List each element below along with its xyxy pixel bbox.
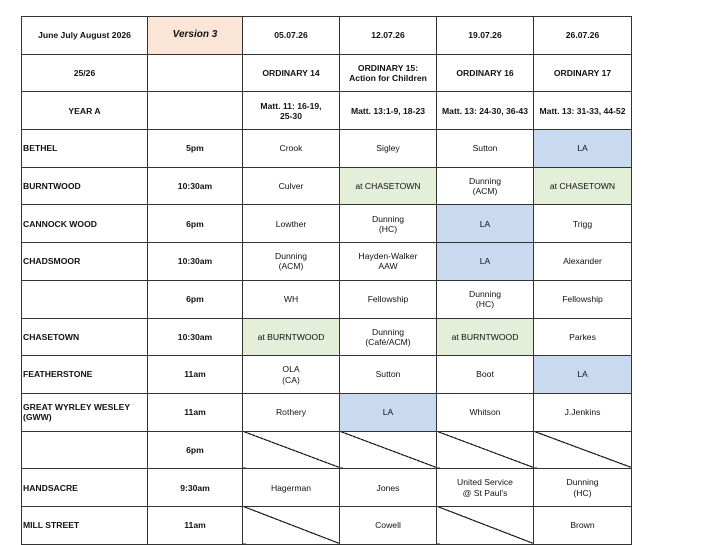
preacher-line: Dunning (371, 326, 404, 337)
preacher-line: Parkes (569, 331, 596, 342)
date-header: 05.07.26 (243, 17, 340, 55)
no-service-cell (243, 431, 340, 469)
header-row-readings (22, 92, 632, 130)
ordinary-line: ORDINARY 14 (262, 67, 320, 78)
preacher-line: Sigley (376, 143, 400, 154)
preacher-line: Culver (278, 181, 304, 192)
preacher-line: Hagerman (270, 482, 312, 493)
table-row (22, 130, 632, 168)
preacher-cell (243, 356, 340, 394)
preaching-plan-table (21, 16, 632, 545)
preacher-line: Brown (570, 520, 595, 531)
preacher-line: LA (382, 407, 394, 418)
no-service-cell (340, 431, 437, 469)
service-time: 10:30am (148, 167, 243, 205)
reading-line: 25-30 (280, 110, 302, 121)
reading-line: Matt. 13:1-9, 18-23 (350, 105, 426, 116)
preacher-cell (340, 356, 437, 394)
church-name: GREAT WYRLEY WESLEY (GWW) (22, 393, 148, 431)
preacher-cell (534, 356, 632, 394)
preacher-cell (534, 280, 632, 318)
preacher-cell (437, 356, 534, 394)
empty-cell (148, 54, 243, 92)
preacher-cell (340, 167, 437, 205)
preacher-line: LA (577, 369, 588, 380)
header-row-ordinary (22, 54, 632, 92)
preacher-line: Dunning (274, 251, 307, 262)
preacher-line: Dunning (468, 175, 501, 186)
date-header: 19.07.26 (437, 17, 534, 55)
church-name: FEATHERSTONE (22, 356, 148, 394)
service-time: 10:30am (148, 243, 243, 281)
preacher-cell (340, 393, 437, 431)
preacher-line: J.Jenkins (564, 407, 601, 418)
preacher-cell (534, 167, 632, 205)
church-name: BURNTWOOD (22, 167, 148, 205)
preacher-cell (340, 130, 437, 168)
preacher-cell (437, 469, 534, 507)
preacher-line: United Service (457, 477, 513, 488)
ordinary-header (437, 54, 534, 92)
ordinary-line: ORDINARY 17 (553, 67, 612, 78)
no-service-cell (243, 506, 340, 544)
preacher-cell (534, 243, 632, 281)
preacher-cell (437, 280, 534, 318)
ordinary-line: ORDINARY 16 (456, 67, 514, 78)
preacher-cell (437, 130, 534, 168)
preacher-line: at BURNTWOOD (451, 331, 519, 342)
service-time: 11am (148, 356, 243, 394)
preacher-cell (437, 205, 534, 243)
header-row-dates (22, 17, 632, 55)
service-time: 6pm (148, 431, 243, 469)
version-badge: Version 3 (148, 17, 243, 55)
preacher-line: AAW (378, 261, 398, 272)
church-name (22, 280, 148, 318)
preacher-line: Boot (476, 369, 494, 380)
preacher-line: LA (479, 218, 491, 229)
period-label: June July August 2026 (22, 17, 148, 55)
service-time: 5pm (148, 130, 243, 168)
church-name: CANNOCK WOOD (22, 205, 148, 243)
church-name: HANDSACRE (22, 469, 148, 507)
table-row (22, 469, 632, 507)
table-row (22, 167, 632, 205)
preacher-cell (243, 205, 340, 243)
preacher-cell (340, 469, 437, 507)
preacher-cell (340, 318, 437, 356)
church-name: MILL STREET (22, 506, 148, 544)
preacher-line: Jones (376, 482, 400, 493)
preacher-cell (534, 205, 632, 243)
preacher-line: Alexander (563, 256, 602, 267)
preacher-cell (243, 167, 340, 205)
service-time: 6pm (148, 205, 243, 243)
ordinary-line: Action for Children (349, 73, 427, 84)
table-row (22, 393, 632, 431)
preacher-line: (CA) (282, 374, 300, 385)
church-name: CHASETOWN (22, 318, 148, 356)
preacher-cell (534, 130, 632, 168)
reading-header (534, 92, 632, 130)
preacher-line: (HC) (573, 487, 592, 498)
table-row (22, 243, 632, 281)
preacher-cell (437, 393, 534, 431)
service-time: 11am (148, 506, 243, 544)
service-time: 6pm (148, 280, 243, 318)
preacher-line: (ACM) (472, 186, 498, 197)
preacher-line: Fellowship (562, 294, 603, 305)
preacher-line: at CHASETOWN (549, 181, 616, 192)
preacher-line: Sutton (472, 143, 498, 154)
preacher-cell (437, 167, 534, 205)
table-row (22, 318, 632, 356)
table-row (22, 205, 632, 243)
preacher-line: @ St Paul's (462, 487, 508, 498)
preacher-cell (243, 393, 340, 431)
preacher-cell (340, 280, 437, 318)
no-service-cell (437, 506, 534, 544)
table-row (22, 280, 632, 318)
preacher-line: Sutton (375, 369, 401, 380)
preacher-cell (243, 130, 340, 168)
preacher-cell (243, 280, 340, 318)
preacher-line: OLA (282, 364, 300, 375)
preacher-cell (534, 469, 632, 507)
church-name: BETHEL (22, 130, 148, 168)
preacher-line: (Café/ACM) (365, 336, 411, 347)
preacher-cell (340, 243, 437, 281)
ordinary-line: ORDINARY 15: (357, 62, 419, 73)
table-row (22, 506, 632, 544)
reading-header (243, 92, 340, 130)
date-header: 12.07.26 (340, 17, 437, 55)
preacher-line: at BURNTWOOD (257, 331, 325, 342)
reading-header (340, 92, 437, 130)
ordinary-header (534, 54, 632, 92)
preacher-line: (HC) (475, 299, 495, 310)
preacher-line: (HC) (378, 223, 398, 234)
no-service-cell (534, 431, 632, 469)
service-time: 9:30am (148, 469, 243, 507)
preacher-line: Lowther (275, 218, 307, 229)
table-row (22, 356, 632, 394)
preacher-cell (534, 393, 632, 431)
date-header: 26.07.26 (534, 17, 632, 55)
preacher-cell (534, 318, 632, 356)
preacher-line: Dunning (468, 289, 501, 300)
preacher-line: WH (283, 294, 299, 305)
preacher-cell (340, 506, 437, 544)
service-time: 10:30am (148, 318, 243, 356)
preacher-line: Hayden-Walker (358, 251, 418, 262)
preacher-cell (534, 506, 632, 544)
church-name: CHADSMOOR (22, 243, 148, 281)
preacher-cell (437, 243, 534, 281)
ordinary-header (340, 54, 437, 92)
preacher-line: Dunning (371, 213, 404, 224)
preacher-cell (243, 469, 340, 507)
preacher-cell (437, 318, 534, 356)
reading-line: Matt. 13: 24-30, 36-43 (442, 105, 528, 116)
empty-cell (148, 92, 243, 130)
ordinary-header (243, 54, 340, 92)
year-code: 25/26 (22, 54, 148, 92)
lectionary-year: YEAR A (22, 92, 148, 130)
reading-line: Matt. 13: 31-33, 44-52 (539, 105, 626, 116)
no-service-cell (437, 431, 534, 469)
reading-header (437, 92, 534, 130)
preacher-cell (243, 318, 340, 356)
preacher-line: Rothery (275, 407, 307, 418)
church-name (22, 431, 148, 469)
preacher-cell (243, 243, 340, 281)
preacher-line: (ACM) (278, 261, 304, 272)
preacher-line: Dunning (566, 477, 599, 488)
preacher-cell (340, 205, 437, 243)
preacher-line: LA (479, 256, 491, 267)
service-time: 11am (148, 393, 243, 431)
preacher-line: LA (577, 143, 588, 154)
preacher-line: Whitson (469, 407, 501, 418)
preacher-line: at CHASETOWN (355, 181, 421, 192)
table-row (22, 431, 632, 469)
preacher-line: Crook (279, 143, 303, 154)
preaching-plan-body (22, 17, 632, 545)
preacher-line: Trigg (572, 218, 593, 229)
preacher-line: Cowell (375, 520, 401, 531)
reading-line: Matt. 11: 16-19, (260, 100, 322, 111)
preacher-line: Fellowship (367, 294, 409, 305)
